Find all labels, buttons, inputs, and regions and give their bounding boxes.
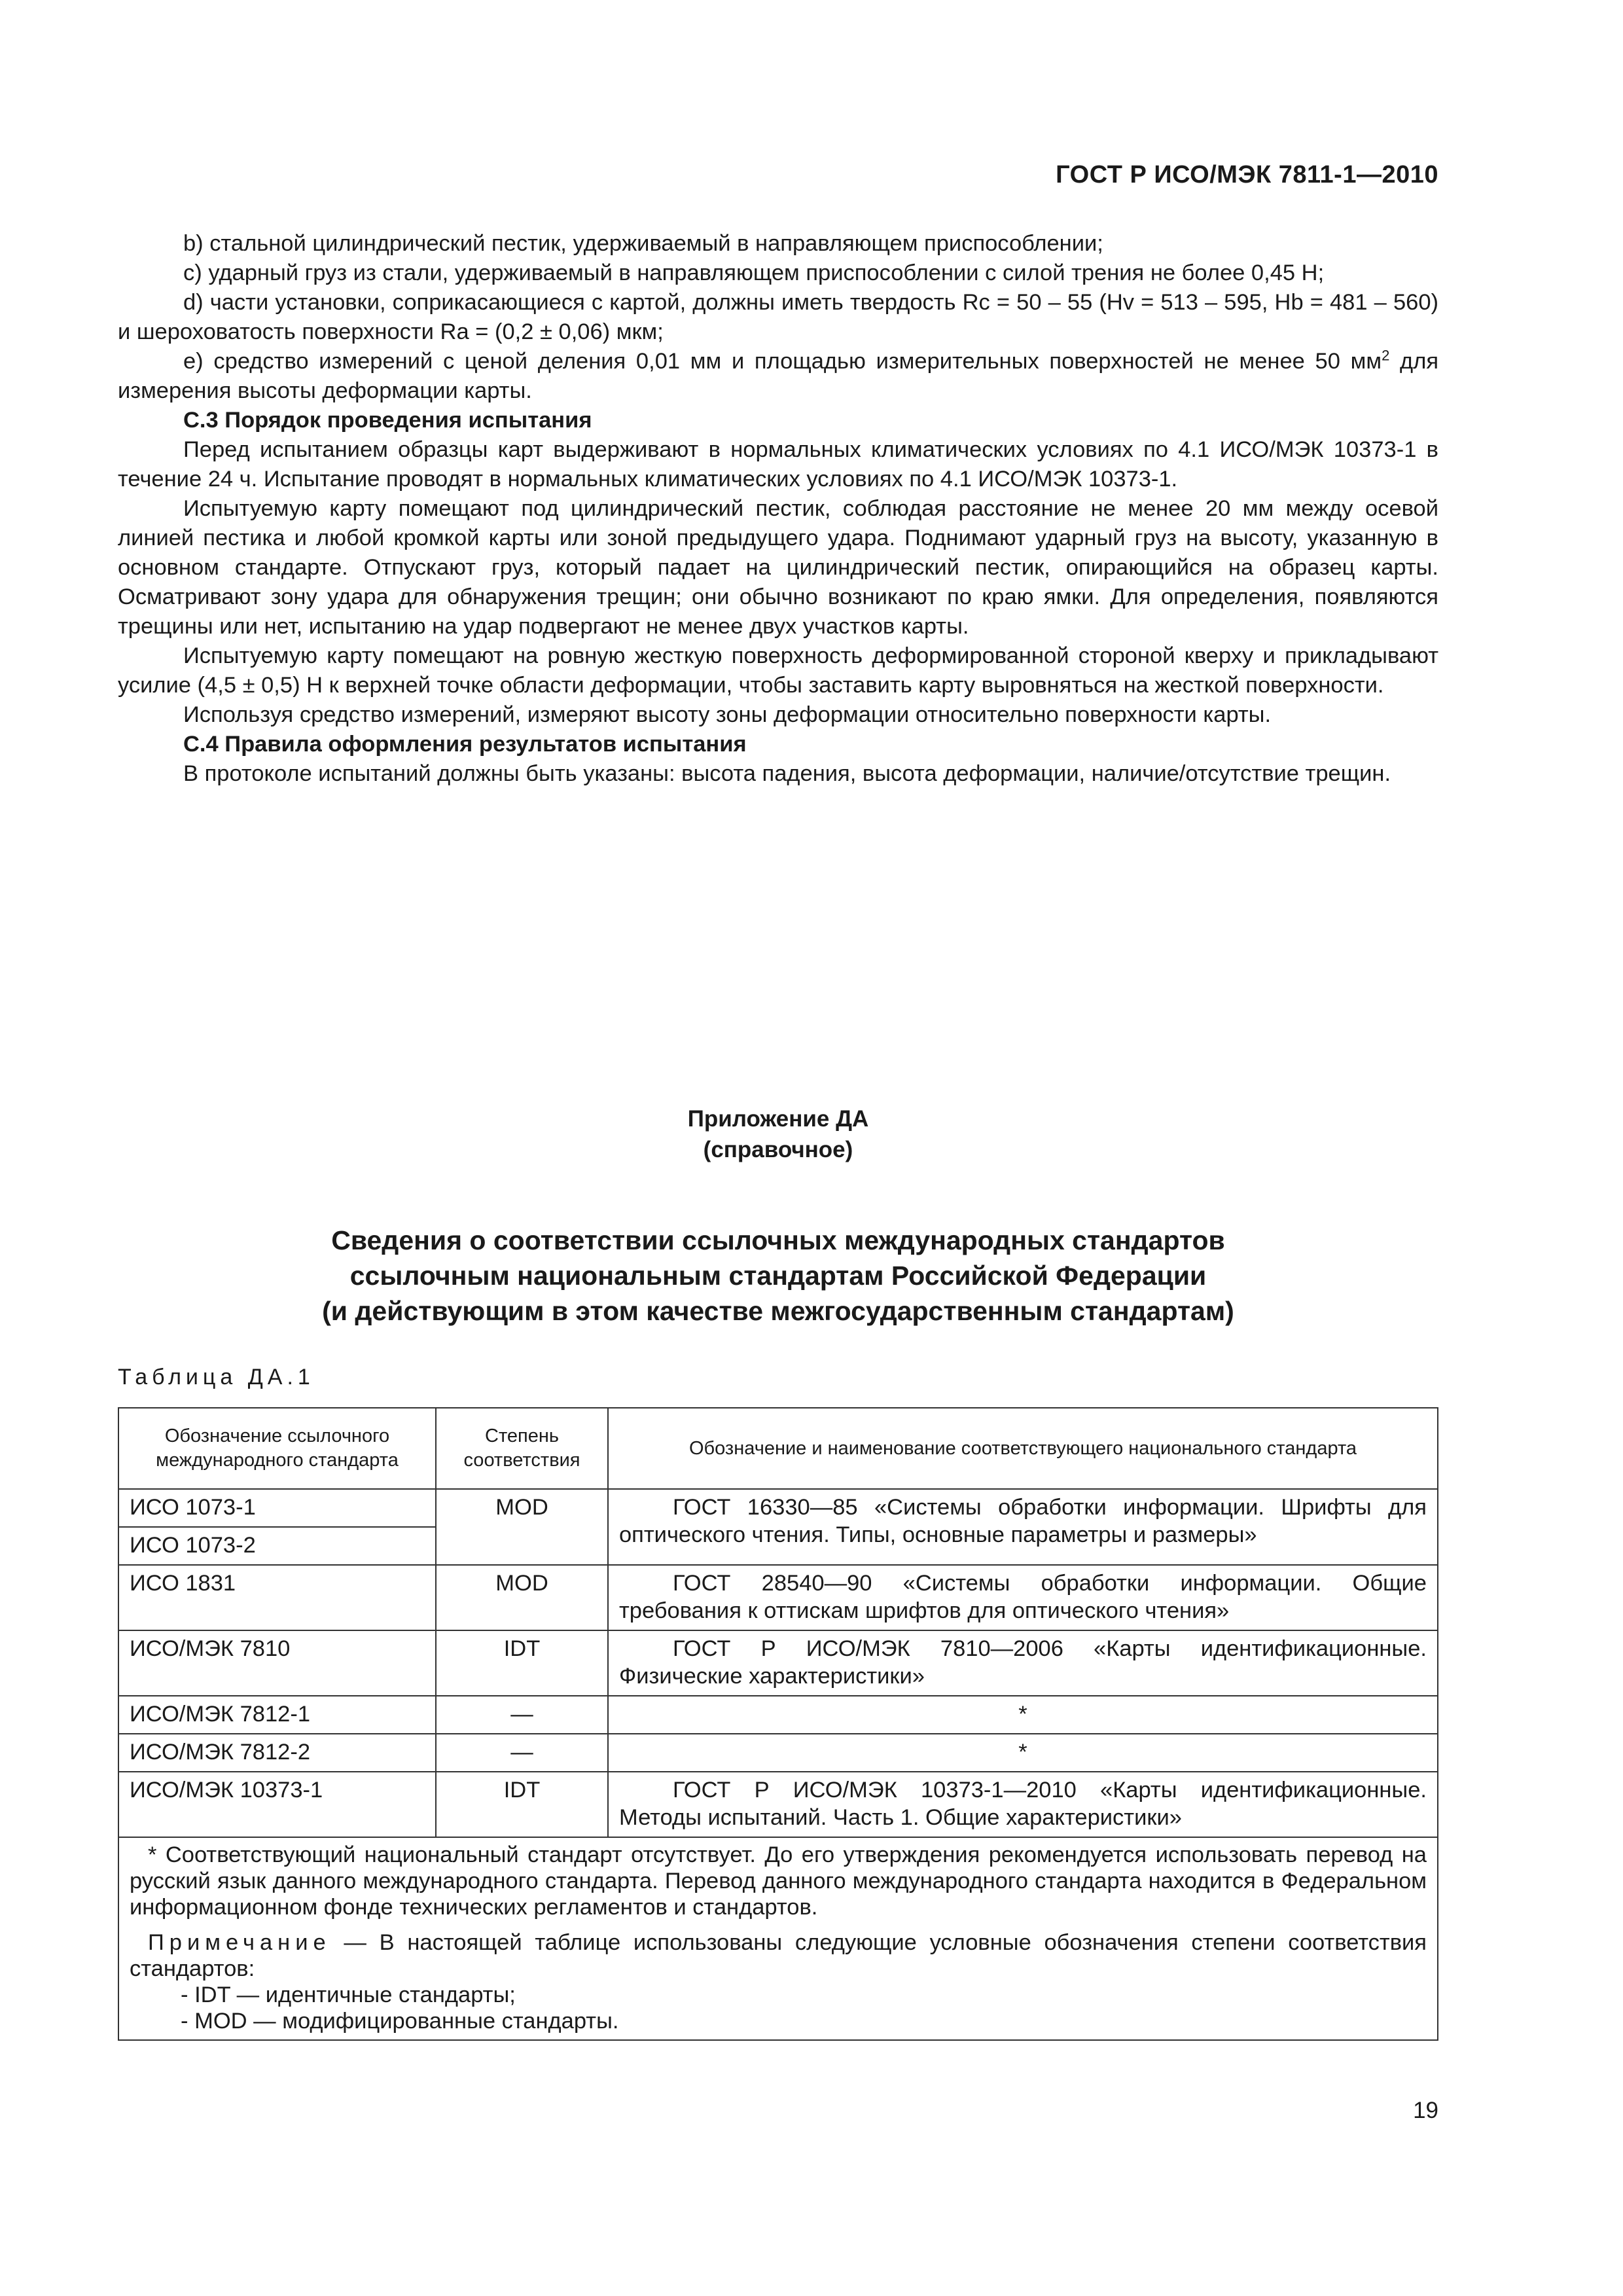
- appendix-heading-line-1: Сведения о соответствии ссылочных международных стандартов: [331, 1225, 1225, 1255]
- table-footer-row: [118, 1837, 1438, 2040]
- table-row: [118, 1489, 1438, 1527]
- paragraph-c4-1: В протоколе испытаний должны быть указаны: высота падения, высота деформации, наличие/отсутствие трещин.: [183, 761, 1391, 786]
- paragraph-c3-3: Испытуемую карту помещают на ровную жесткую поверхность деформированной стороной кверху и прикладывают усилие (4,5 ± 0,5) Н к верхней точке области деформации, чтобы заставить карту выровняться на жесткой поверхности.: [118, 643, 1438, 698]
- degree-cell: IDT: [436, 1630, 608, 1696]
- designation-cell: ИСО 1073-1: [118, 1489, 436, 1527]
- header-degree: Степень соответствия: [436, 1408, 608, 1489]
- degree-cell: —: [436, 1696, 608, 1734]
- national-standard-cell: ГОСТ Р ИСО/МЭК 10373-1—2010 «Карты идентификационные. Методы испытаний. Часть 1. Общие характеристики»: [608, 1772, 1438, 1837]
- list-item-e-tail: для измерения высоты деформации карты.: [118, 349, 1439, 403]
- note-item-mod: - MOD — модифицированные стандарты.: [181, 2009, 619, 2034]
- list-item-e-text: e) средство измерений с ценой деления 0,01 мм и площадью измерительных поверхностей не менее 50 мм: [183, 349, 1382, 374]
- designation-cell: ИСО/МЭК 10373-1: [118, 1772, 436, 1837]
- list-item-d: d) части установки, соприкасающиеся с картой, должны иметь твердость Rc = 50 – 55 (Hv = 513 – 595, Hb = 481 – 560) и шероховатость поверхности Ra = (0,2 ± 0,06) мкм;: [118, 290, 1438, 344]
- table-row: [118, 1772, 1438, 1837]
- table-row: [118, 1696, 1438, 1734]
- appendix-label: [118, 1103, 1438, 1165]
- paragraph-c3-2: Испытуемую карту помещают под цилиндрический пестик, соблюдая расстояние не менее 20 мм между осевой линией пестика и любой кромкой карты или зоной предыдущего удара. Поднимают ударный груз на высоту, указанную в основном стандарте. Отпускают груз, который падает на цилиндрический пестик, опирающийся на образец карты. Осматривают зону удара для обнаружения трещин; они обычно возникают по краю ямки. Для определения, появляются трещины или нет, испытанию на удар подвергают не менее двух участков карты.: [118, 496, 1438, 639]
- note-text: — В настоящей таблице использованы следующие условные обозначения степени соответствия стандартов:: [130, 1930, 1427, 1981]
- national-standard-cell: *: [608, 1734, 1438, 1772]
- header-international-standard: Обозначение ссылочного международного стандарта: [118, 1408, 436, 1489]
- national-standard-cell: *: [608, 1696, 1438, 1734]
- designation-cell: ИСО/МЭК 7810: [118, 1630, 436, 1696]
- list-item-b: b) стальной цилиндрический пестик, удерживаемый в направляющем приспособлении;: [183, 231, 1103, 256]
- table-caption: Таблица ДА.1: [118, 1365, 315, 1390]
- list-item-e: [118, 347, 1438, 406]
- body-text: [118, 229, 1438, 789]
- table-footnote-cell: [118, 1837, 1438, 2040]
- appendix-subtitle: (справочное): [703, 1137, 853, 1162]
- designation-cell: ИСО 1073-2: [118, 1527, 436, 1565]
- national-standard-cell: ГОСТ 16330—85 «Системы обработки информации. Шрифты для оптического чтения. Типы, основные параметры и размеры»: [608, 1489, 1438, 1565]
- note-item-idt: - IDT — идентичные стандарты;: [181, 1982, 516, 2007]
- degree-cell: MOD: [436, 1489, 608, 1565]
- appendix-title: Приложение ДА: [687, 1106, 869, 1132]
- degree-cell: IDT: [436, 1772, 608, 1837]
- document-code-header: ГОСТ Р ИСО/МЭК 7811-1—2010: [1056, 161, 1438, 188]
- designation-cell: ИСО 1831: [118, 1565, 436, 1630]
- superscript-2: 2: [1382, 347, 1390, 364]
- table-header-row: [118, 1408, 1438, 1489]
- note-paragraph: [130, 1929, 1427, 1982]
- table-row: [118, 1565, 1438, 1630]
- paragraph-c3-4: Используя средство измерений, измеряют высоту зоны деформации относительно поверхности карты.: [183, 702, 1272, 727]
- designation-cell: ИСО/МЭК 7812-1: [118, 1696, 436, 1734]
- appendix-heading: [118, 1223, 1438, 1329]
- table-row: [118, 1630, 1438, 1696]
- degree-cell: —: [436, 1734, 608, 1772]
- footnote-text: * Соответствующий национальный стандарт отсутствует. До его утверждения рекомендуется использовать перевод на русский язык данного международного стандарта. Перевод данного международного стандарта находится в Федеральном информационном фонде технических регламентов и стандартов.: [130, 1842, 1427, 1920]
- header-national-standard: Обозначение и наименование соответствующего национального стандарта: [608, 1408, 1438, 1489]
- designation-cell: ИСО/МЭК 7812-2: [118, 1734, 436, 1772]
- page-number: 19: [1413, 2098, 1438, 2123]
- note-label: Примечание: [148, 1930, 331, 1955]
- section-heading-c4: С.4 Правила оформления результатов испытания: [183, 732, 747, 757]
- table-row: [118, 1734, 1438, 1772]
- national-standard-cell: ГОСТ 28540—90 «Системы обработки информации. Общие требования к оттискам шрифтов для оптического чтения»: [608, 1565, 1438, 1630]
- correspondence-table: [118, 1407, 1438, 2041]
- degree-cell: MOD: [436, 1565, 608, 1630]
- section-heading-c3: С.3 Порядок проведения испытания: [183, 408, 592, 433]
- paragraph-c3-1: Перед испытанием образцы карт выдерживают в нормальных климатических условиях по 4.1 ИСО/МЭК 10373-1 в течение 24 ч. Испытание проводят в нормальных климатических условиях по 4.1 ИСО/МЭК 10373-1.: [118, 437, 1438, 492]
- appendix-heading-line-3: (и действующим в этом качестве межгосударственным стандартам): [322, 1296, 1234, 1326]
- list-item-c: c) ударный груз из стали, удерживаемый в направляющем приспособлении с силой трения не более 0,45 Н;: [183, 260, 1325, 285]
- national-standard-cell: ГОСТ Р ИСО/МЭК 7810—2006 «Карты идентификационные. Физические характеристики»: [608, 1630, 1438, 1696]
- appendix-heading-line-2: ссылочным национальным стандартам Российской Федерации: [349, 1261, 1207, 1291]
